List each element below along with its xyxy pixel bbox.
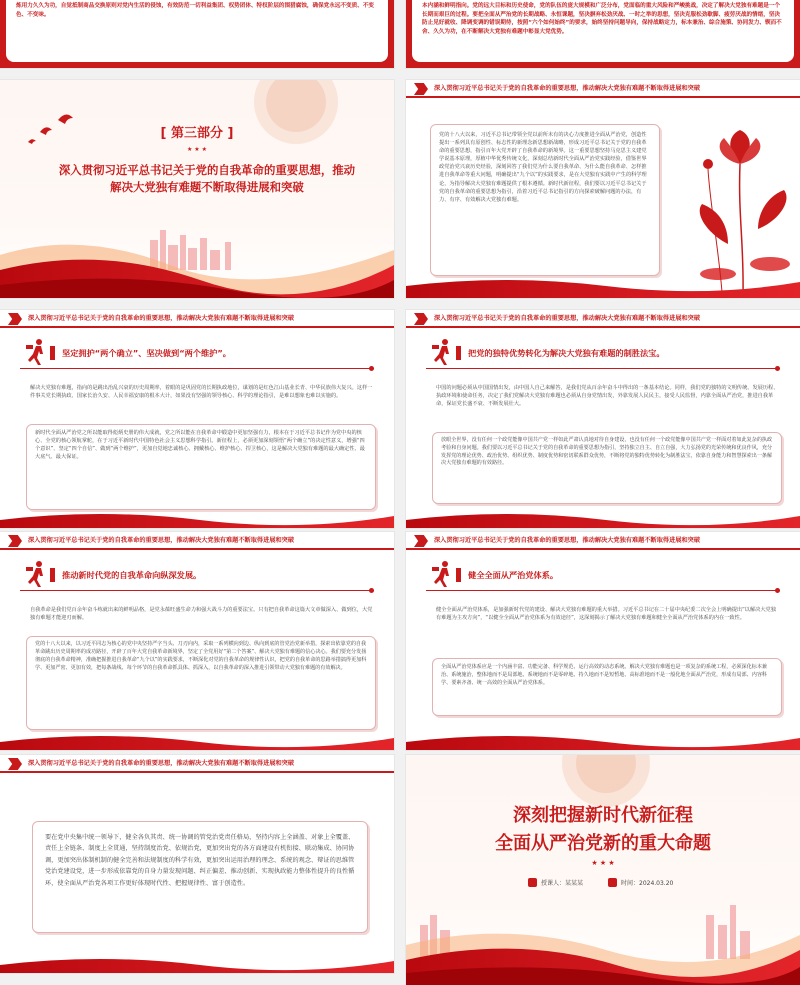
slide-header: [406, 532, 800, 550]
runner-figure-icon: [432, 560, 454, 588]
section-heading: [20, 336, 374, 370]
paragraph: 中国的问题必须从中国国情出发，由中国人自己来解答，是我们党从百余年奋斗中得出的一条基本结论。同样，我们党的独特的文明传统、发展历程、执政环境和使命任务，决定了我们党解决大党独有难题也必须从自身党情出发，外靠发展人民民主，接受人民监督，内靠全面从严治党，推进自我革命，保证党长盛不衰、不断发展壮大。: [436, 385, 779, 407]
slide-10-closing-cover: [406, 755, 800, 985]
slide-header: [406, 80, 800, 98]
stars: ★ ★ ★: [187, 146, 207, 153]
footer-wave: [0, 502, 394, 528]
speaker-label: 授课人：某某某: [541, 880, 584, 887]
header-text: 深入贯彻习近平总书记关于党的自我革命的重要思想，推动解决大党独有难题不断取得进展和突破: [28, 313, 298, 322]
text-panel: [412, 0, 794, 62]
section-title: 深入贯彻习近平总书记关于党的自我革命的重要思想，推动解决大党独有难题不断取得进展和突破: [58, 163, 356, 194]
slide-1: [0, 0, 394, 68]
cover-decoration: [406, 755, 800, 985]
slide-7: [0, 532, 394, 750]
section-title: 推动新时代党的自我革命向纵深发展。: [62, 570, 202, 580]
slide-9: [0, 755, 394, 973]
slide-frame: [0, 0, 394, 68]
paragraph: 党的十八大以来，以习近平同志为核心的党中央坚持严字当头、刀刃向内，采取一系列横向到边、纵向到底的管党治党新举措，探索出依靠党的自我革命跳出历史周期率的成功路径，开辟了百年大党自我革命新境界，坚定了全党用好“第二个答案”、解决大党独有难题的信心决心。我们要充分发扬彻底的自我革命精神，准确把握推进自我革命“九个以”的实践要求，不断深化对党的自我革命的规律性认识，把党的自我革命的思路举措搞得更加科学、更加严密、更加有效，把每条战线、每个环节的自我革命抓具体、抓深入，以自我革命的深入推进引领带动大党独有难题的有效解决。: [35, 641, 367, 671]
paragraph: 解决大党独有难题，指向的是跳出治乱兴衰的历史周期率，着眼的是巩固党的长期执政地位，谋划的是红色江山基业长青、中华民族伟大复兴。这样一件事关党长期执政、国家长治久安、人民幸福安康的根本大计，如果没有坚强的领导核心、科学的理论指引，是难以想象也难以实施的。: [30, 385, 373, 399]
user-icon: [528, 878, 537, 887]
paragraph: 炼用力久久为功，自觉抵制商品交换原则对党内生活的侵蚀，有效防范一切利益集团、权势团体、特权阶层的围猎腐蚀，确保党永远不变质、不变色、不变味。: [16, 3, 375, 18]
section-heading: [20, 558, 374, 592]
header-arrow-icon: [414, 535, 428, 547]
footer-wave: [0, 724, 394, 750]
footer-wave: [406, 272, 800, 298]
paragraph: 自我革命是我们党百余年奋斗练就出来的鲜明品格，是党永葆旺盛生命力和强大战斗力的重要法宝。只有把自我革命这篇大文章做深入、做到位，大党独有难题才能迎刃而解。: [30, 607, 373, 621]
stars: ★ ★ ★: [591, 859, 615, 867]
content-box: [432, 658, 782, 716]
paragraph: 健全全面从严治党体系，是加强新时代党的建设、解决大党独有难题的重大举措。习近平总书记在二十届中央纪委二次全会上明确提出“以解决大党独有难题为主攻方向”，“以健全全面从严治党体系为有效途径”，这深刻揭示了解决大党独有难题和健全全面从严治党体系的内在一致性。: [436, 607, 776, 621]
slide-frame: [406, 0, 800, 68]
slide-4: [406, 80, 800, 298]
header-arrow-icon: [8, 535, 22, 547]
section-title: 坚定拥护“两个确立”、坚决做到“两个维护”。: [62, 348, 231, 358]
cover-title-line-2: 全面从严治党新的重大命题: [495, 833, 711, 854]
paragraph: 要在党中央集中统一领导下，健全各负其责、统一协调的管党治党责任格局，坚持内容上全涵盖、对象上全覆盖、责任上全链条、制度上全贯通，坚持制度治党、依规治党，更加突出党的各方面建设有机衔接、联动集成、协同协调，更加突出体制机制的健全完善和法规制度的科学有效，更加突出运用治理的理念、系统的观念、辩证的思维管党治党建设党，进一步形成依靠党的自身力量发现问题、纠正偏差、推动创新、实现执政能力整体性提升的良性循环，使全面从严治党各项工作更好体现时代性、把握规律性、富于创造性。: [45, 834, 355, 887]
speaker-info: [528, 878, 583, 887]
slide-2: [406, 0, 800, 68]
slide-6: [406, 310, 800, 528]
header-arrow-icon: [8, 758, 22, 770]
content: [30, 606, 374, 622]
header-arrow-icon: [8, 313, 22, 325]
footer-wave: [0, 947, 394, 973]
runner-figure-icon: [26, 338, 48, 366]
section-title: 把党的独特优势转化为解决大党独有难题的制胜法宝。: [468, 348, 665, 358]
content: [30, 384, 374, 400]
paragraph: 党的十八大以来，习近平总书记带领全党以前所未有的决心力度推进全面从严治党，创造性提出一系列具有原创性、标志性的新理念新思想新战略，形成习近平总书记关于党的自我革命的重要思想，指引百年大党开辟了自我革命的新境界。这一重要思想坚持马克思主义建党学说基本原理，厚植中华优秀传统文化，深刻总结新时代全面从严治党实践经验，借鉴世界政党治党兴衰历史经验，深刻回答了我们党为什么要自我革命、为什么能自我革命、怎样推进自我革命等重大问题，明确提出“九个以”的实践要求，是在大党独有实践中产生的科学理论，为指导解决大党独有难题提供了根本遵循。新时代新征程，我们要以习近平总书记关于党的自我革命的重要思想为指引，沿着习近平总书记指引的方向探索破解问题的办法，有力、有序、有效解决大党独有难题。: [439, 132, 647, 203]
footer-wave: [406, 502, 800, 528]
slide-8: [406, 532, 800, 750]
slide-header: [0, 532, 394, 550]
content-box: [32, 821, 368, 933]
content: [436, 606, 780, 622]
header-text: 深入贯彻习近平总书记关于党的自我革命的重要思想，推动解决大党独有难题不断取得进展和突破: [434, 83, 704, 92]
slide-header: [0, 310, 394, 328]
section-heading: [426, 558, 780, 592]
cover-title-line-1: 深刻把握新时代新征程: [513, 805, 693, 826]
footer-wave: [406, 724, 800, 750]
date-info: [608, 878, 673, 887]
header-text: 深入贯彻习近平总书记关于党的自我革命的重要思想，推动解决大党独有难题不断取得进展和突破: [434, 313, 704, 322]
content-box: [430, 124, 660, 276]
paragraph: 新时代全面从严治党之所以能取得彪炳史册的伟大成就，党之所以能在自我革命中锻造中更加坚强有力，根本在于习近平总书记作为党中央的核心、全党的核心领航掌舵，在于习近平新时代中国特色社会主义思想科学指引。新征程上，必须更加深刻领悟“两个确立”的决定性意义，增强“四个意识”、坚定“四个自信”、做到“两个维护”，更加自觉地忠诚核心、拥戴核心、维护核心、捍卫核心，这是解决大党独有难题的最大确定性、最大底气、最大保证。: [35, 430, 365, 460]
part-label: [ 第三部分 ]: [160, 126, 234, 141]
slide-header: [0, 755, 394, 773]
header-text: 深入贯彻习近平总书记关于党的自我革命的重要思想，推动解决大党独有难题不断取得进展和突破: [28, 535, 298, 544]
content-box: [26, 424, 376, 510]
content: [436, 384, 780, 408]
section-title: 健全全面从严治党体系。: [468, 570, 559, 580]
slide-3-section-cover: [0, 80, 394, 298]
slide-5: [0, 310, 394, 528]
runner-figure-icon: [26, 560, 48, 588]
date-label: 时间：2024.03.20: [621, 880, 674, 887]
lotus-icon: [688, 124, 798, 294]
header-arrow-icon: [414, 83, 428, 95]
paragraph: 本内涵和鲜明指向。党的远大目标和历史使命，党的队伍的庞大规模和广泛分布，党面临的重大风险和严峻挑战，决定了解决大党独有难题是一个长期而艰巨的过程。要把全面从严治党的长期战略、永恒课题，坚决摒弃松劲厌战、一时之举的思想，坚决克服松劲歇脚、疲劳厌战的情绪，坚决防止见好就收、降调变调的错误期待，按照“六个如何始终”的要求，始终坚持问题导向，保持战略定力，标本兼治、综合施策、协同发力、锲而不舍、久久为功，在不断解决大党独有难题中彰显大党优势。: [422, 3, 782, 35]
text-panel: [6, 0, 388, 62]
header-text: 深入贯彻习近平总书记关于党的自我革命的重要思想，推动解决大党独有难题不断取得进展和突破: [28, 758, 298, 767]
content-box: [26, 636, 376, 730]
runner-figure-icon: [432, 338, 454, 366]
header-text: 深入贯彻习近平总书记关于党的自我革命的重要思想，推动解决大党独有难题不断取得进展和突破: [434, 535, 704, 544]
section-heading: [426, 336, 780, 370]
paragraph: 放眼全世界，没有任何一个政党能像中国共产党一样如此严肃认真地对待自身建设，也没有任何一个政党能像中国共产党一样面对着如此复杂的执政考验和自身问题。我们要以习近平总书记关于党的自我革命的重要思想为指引，坚持独立自主、自立自强，大力弘扬党的光荣传统和优良作风，充分发挥党的理论优势、政治优势、组织优势、制度优势和密切联系群众优势，不断将党的独特优势转化为制胜法宝，依靠自身能力和智慧探索出一条解决大党独有难题的有效路径。: [441, 437, 773, 467]
slide-header: [406, 310, 800, 328]
calendar-icon: [608, 878, 617, 887]
content-box: [432, 432, 782, 504]
paragraph: 全面从严治党体系应是一个内涵丰富、功能完备、科学规范、运行高效的动态系统。解决大党独有难题也是一项复杂的系统工程，必须深化标本兼治、系统施治，整体地而不是局部地、系统地而不是零碎地、持久地而不是短暂地、高标准地而不是一般化地全面从严治党，形成有局部、内容科学、要素齐备、统一高效的全面从严治党体系。: [441, 664, 768, 686]
header-arrow-icon: [414, 313, 428, 325]
